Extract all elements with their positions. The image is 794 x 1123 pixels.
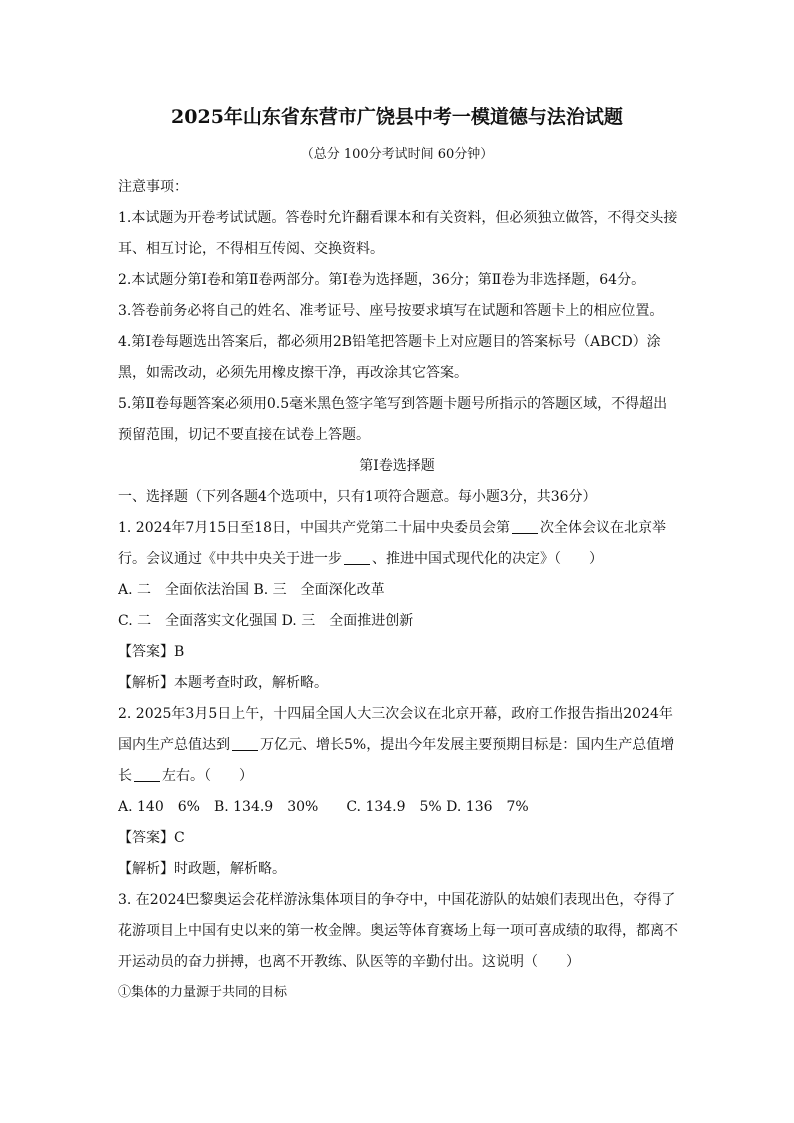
question-1-options-ab: A. 二 全面依法治国 B. 三 全面深化改革	[118, 582, 385, 598]
question-1-line-2	[118, 549, 678, 569]
question-text: 行。会议通过《中共中央关于进一步	[118, 551, 342, 567]
notice-line: 黑，如需改动，必须先用橡皮擦干净，再改涂其它答案。	[118, 365, 468, 381]
question-1-analysis: 【解析】本题考查时政，解析略。	[118, 675, 328, 691]
question-text: 次全体会议在北京举	[539, 520, 666, 536]
page-subtitle: （总分 100分考试时间 60分钟）	[300, 147, 494, 162]
notice-heading: 注意事项：	[118, 179, 188, 195]
question-text: 、推进中国式现代化的决定》（ ）	[372, 551, 603, 567]
question-1-options-cd: C. 二 全面落实文化强国 D. 三 全面推进创新	[118, 613, 414, 629]
question-text: 长	[118, 768, 132, 784]
notice-line: 3.答卷前务必将自己的姓名、准考证号、座号按要求填写在试题和答题卡上的相应位置。	[118, 303, 664, 319]
answer-blank	[344, 550, 370, 565]
question-2-analysis: 【解析】时政题，解析略。	[118, 861, 286, 877]
answer-blank	[134, 767, 160, 782]
notice-line: 预留范围，切记不要直接在试卷上答题。	[118, 427, 370, 443]
question-2-line-3	[118, 766, 678, 786]
notice-line: 耳、相互讨论，不得相互传阅、交换资料。	[118, 241, 384, 257]
question-text: 左右。（ ）	[162, 768, 253, 784]
notice-line: 5.第Ⅱ卷每题答案必须用0.5毫米黑色签字笔写到答题卡题号所指示的答题区域，不得超出	[118, 396, 668, 412]
question-3-line-2: 花游项目上中国有史以来的第一枚金牌。奥运等体育赛场上每一项可喜成绩的取得，都离不	[118, 923, 678, 939]
question-text: 万亿元、增长5%，提出今年发展主要预期目标是：国内生产总值增	[260, 737, 675, 753]
answer-blank	[232, 736, 258, 751]
question-3-line-1: 3. 在2024巴黎奥运会花样游泳集体项目的争夺中，中国花游队的姑娘们表现出色，夺得了	[118, 892, 676, 908]
question-2-options: A. 140 6% B. 134.9 30% C. 134.9 5% D. 136 7%	[118, 799, 529, 815]
question-2-answer: 【答案】C	[118, 830, 185, 846]
question-text: 1. 2024年7月15日至18日，中国共产党第二十届中央委员会第	[118, 520, 510, 536]
page-title: 2025年山东省东营市广饶县中考一模道德与法治试题	[171, 106, 623, 128]
question-3-item-1: ①集体的力量源于共同的目标	[118, 985, 288, 1000]
question-3-line-3: 开运动员的奋力拼搏，也离不开教练、队医等的辛勤付出。这说明（ ）	[118, 954, 580, 970]
question-1-line-1	[118, 518, 678, 538]
question-2-line-1: 2. 2025年3月5日上午，十四届全国人大三次会议在北京开幕，政府工作报告指出2024年	[118, 706, 673, 722]
question-1-answer: 【答案】B	[118, 644, 185, 660]
notice-line: 4.第Ⅰ卷每题选出答案后，都必须用2B铅笔把答题卡上对应题目的答案标号（ABCD）涂	[118, 334, 661, 350]
part-heading: 一、选择题（下列各题4个选项中，只有1项符合题意。每小题3分，共36分）	[118, 489, 597, 505]
section-title: 第Ⅰ卷选择题	[359, 458, 435, 474]
notice-line: 2.本试题分第Ⅰ卷和第Ⅱ卷两部分。第Ⅰ卷为选择题，36分；第Ⅱ卷为非选择题，64分。	[118, 272, 646, 288]
answer-blank	[512, 519, 538, 534]
question-text: 国内生产总值达到	[118, 737, 230, 753]
question-2-line-2	[118, 735, 678, 755]
notice-line: 1.本试题为开卷考试试题。答卷时允许翻看课本和有关资料，但必须独立做答，不得交头接	[118, 210, 678, 226]
